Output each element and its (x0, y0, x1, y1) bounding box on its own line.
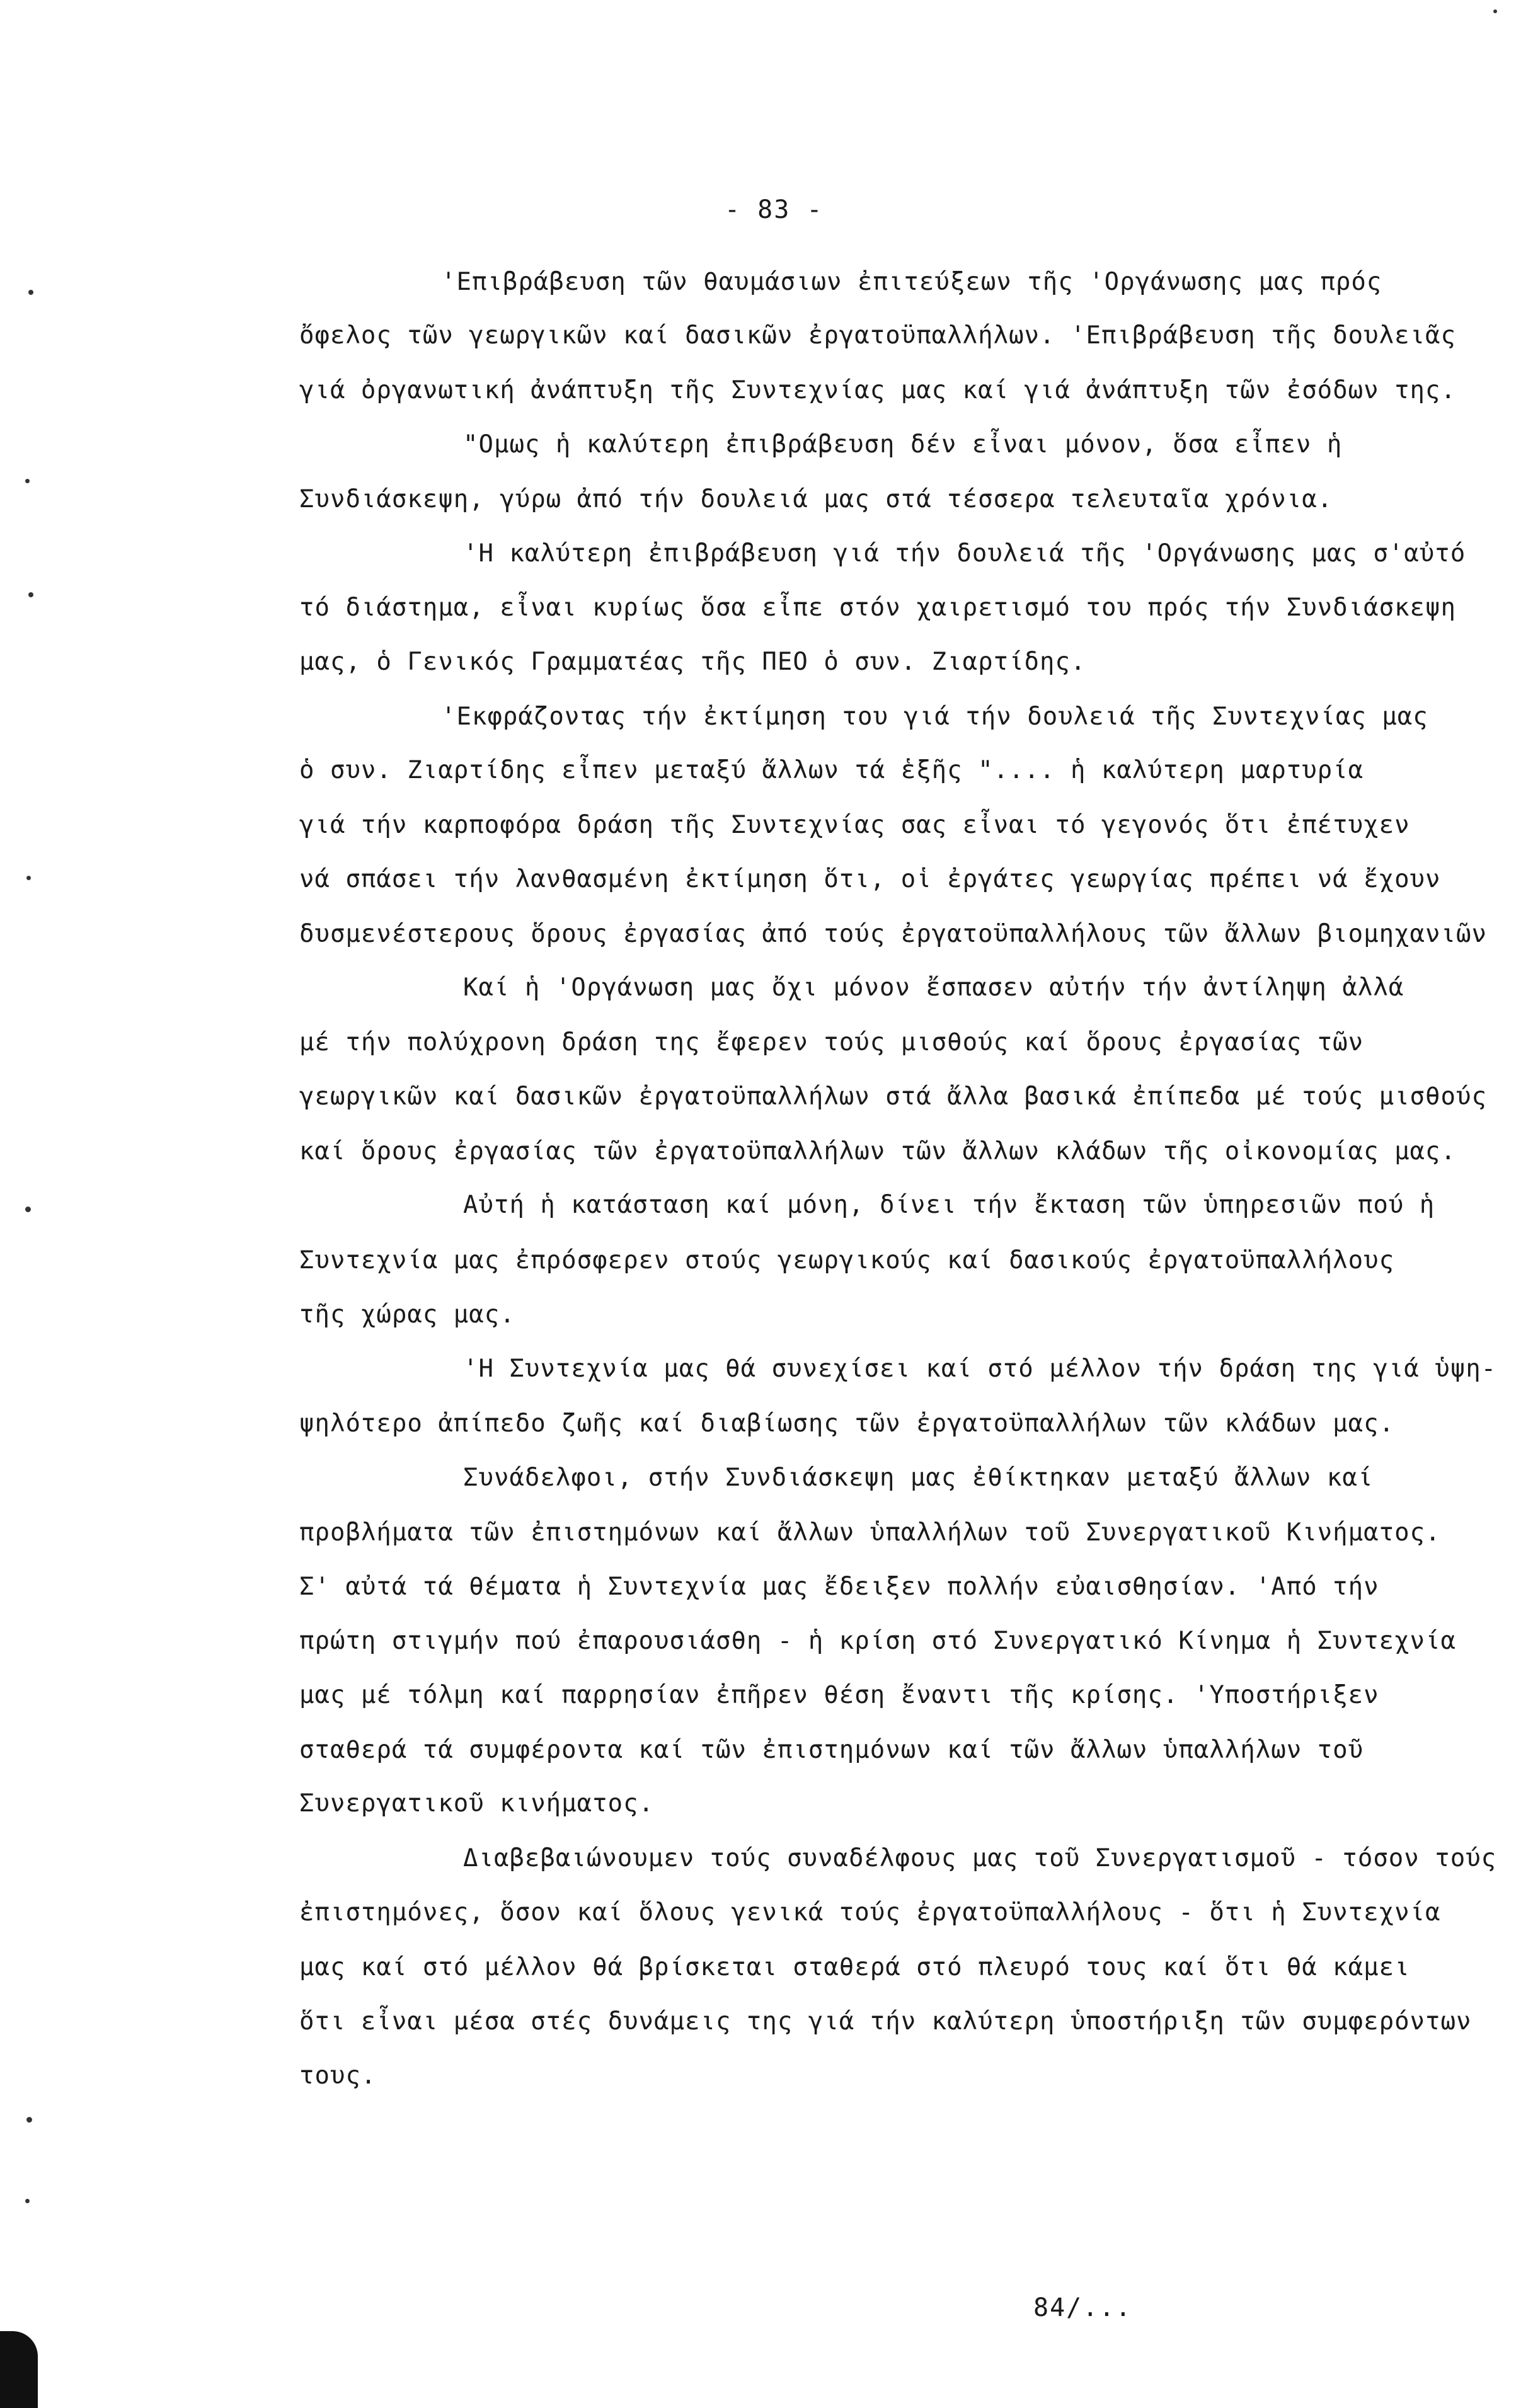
page-number: - 83 - (725, 195, 824, 224)
text-line: τους. (299, 2061, 377, 2090)
text-line: "Ομως ἡ καλύτερη ἐπιβράβευση δέν εἶναι μόνον, ὅσα εἶπεν ἡ (463, 430, 1343, 459)
text-line: 'Η Συντεχνία μας θά συνεχίσει καί στό μέλλον τήν δράση της γιά ὑψη- (463, 1355, 1497, 1383)
text-line: Συνδιάσκεψη, γύρω ἀπό τήν δουλειά μας στά τέσσερα τελευταῖα χρόνια. (299, 485, 1333, 513)
text-line: νά σπάσει τήν λανθασμένη ἐκτίμηση ὅτι, οἱ ἐργάτες γεωργίας πρέπει νά ἔχουν (299, 865, 1441, 893)
text-line: Αὐτή ἡ κατάσταση καί μόνη, δίνει τήν ἔκταση τῶν ὑπηρεσιῶν πού ἡ (463, 1191, 1435, 1219)
scan-speck (28, 290, 33, 295)
scan-speck (25, 1207, 31, 1212)
text-line: προβλήματα τῶν ἐπιστημόνων καί ἄλλων ὑπαλλήλων τοῦ Συνεργατικοῦ Κινήματος. (299, 1518, 1441, 1547)
continuation-marker: 84/... (1033, 2293, 1132, 2322)
text-line: τῆς χώρας μας. (299, 1300, 515, 1329)
text-line: Σ' αὐτά τά θέματα ἡ Συντεχνία μας ἔδειξεν πολλήν εὐαισθησίαν. 'Από τήν (299, 1573, 1379, 1601)
text-line: 'Η καλύτερη ἐπιβράβευση γιά τήν δουλειά τῆς 'Οργάνωσης μας σ'αὐτό (463, 539, 1466, 568)
scan-speck (28, 592, 33, 597)
text-line: μας καί στό μέλλον θά βρίσκεται σταθερά στό πλευρό τους καί ὅτι θά κάμει (299, 1953, 1410, 1981)
text-line: μας μέ τόλμη καί παρρησίαν ἐπῆρεν θέση ἔναντι τῆς κρίσης. 'Υποστήριξεν (299, 1681, 1379, 1709)
text-line: ἐπιστημόνες, ὅσον καί ὅλους γενικά τούς ἐργατοϋπαλλήλους - ὅτι ἡ Συντεχνία (299, 1898, 1441, 1927)
text-line: ψηλότερο ἀπίπεδο ζωῆς καί διαβίωσης τῶν ἐργατοϋπαλλήλων τῶν κλάδων μας. (299, 1409, 1395, 1438)
scan-speck (26, 876, 31, 880)
text-line: σταθερά τά συμφέροντα καί τῶν ἐπιστημόνων καί τῶν ἄλλων ὑπαλλήλων τοῦ (299, 1736, 1364, 1764)
text-line: δυσμενέστερους ὅρους ἐργασίας ἀπό τούς ἐργατοϋπαλλήλους τῶν ἄλλων βιομηχανιῶν (299, 920, 1487, 948)
scan-speck (25, 2199, 30, 2203)
text-line: τό διάστημα, εἶναι κυρίως ὅσα εἶπε στόν χαιρετισμό του πρός τήν Συνδιάσκεψη (299, 593, 1456, 622)
text-line: ὁ συν. Ζιαρτίδης εἶπεν μεταξύ ἄλλων τά ἑξῆς ".... ἡ καλύτερη μαρτυρία (299, 756, 1364, 784)
text-line: πρώτη στιγμήν πού ἐπαρουσιάσθη - ἡ κρίση στό Συνεργατικό Κίνημα ἡ Συντεχνία (299, 1627, 1456, 1655)
scan-speck (25, 479, 30, 483)
text-line: ὄφελος τῶν γεωργικῶν καί δασικῶν ἐργατοϋπαλλήλων. 'Επιβράβευση τῆς δουλειᾶς (299, 321, 1456, 350)
text-line: γιά τήν καρποφόρα δράση τῆς Συντεχνίας σας εἶναι τό γεγονός ὅτι ἐπέτυχεν (299, 811, 1410, 839)
corner-mark (0, 2331, 38, 2408)
text-line: Συνεργατικοῦ κινήματος. (299, 1789, 655, 1818)
text-line: γιά ὀργανωτική ἀνάπτυξη τῆς Συντεχνίας μας καί γιά ἀνάπτυξη τῶν ἐσόδων της. (299, 376, 1456, 404)
text-line: ὅτι εἶναι μέσα στές δυνάμεις της γιά τήν καλύτερη ὑποστήριξη τῶν συμφερόντων (299, 2007, 1472, 2036)
scan-speck (1493, 9, 1497, 13)
text-line: 'Επιβράβευση τῶν θαυμάσιων ἐπιτεύξεων τῆς 'Οργάνωσης μας πρός (441, 268, 1382, 296)
text-line: γεωργικῶν καί δασικῶν ἐργατοϋπαλλήλων στά ἄλλα βασικά ἐπίπεδα μέ τούς μισθούς (299, 1082, 1487, 1111)
text-line: Καί ἡ 'Οργάνωση μας ὄχι μόνον ἔσπασεν αὐτήν τήν ἀντίληψη ἀλλά (463, 973, 1404, 1002)
text-line: Συνάδελφοι, στήν Συνδιάσκεψη μας ἐθίκτηκαν μεταξύ ἄλλων καί (463, 1464, 1374, 1492)
text-line: μέ τήν πολύχρονη δράση της ἔφερεν τούς μισθούς καί ὅρους ἐργασίας τῶν (299, 1028, 1364, 1057)
scan-speck (26, 2117, 32, 2123)
text-line: μας, ὁ Γενικός Γραμματέας τῆς ΠΕΟ ὁ συν. Ζιαρτίδης. (299, 648, 1086, 676)
text-line: καί ὅρους ἐργασίας τῶν ἐργατοϋπαλλήλων τῶν ἄλλων κλάδων τῆς οἰκονομίας μας. (299, 1137, 1456, 1166)
text-line: 'Εκφράζοντας τήν ἐκτίμηση του γιά τήν δουλειά τῆς Συντεχνίας μας (441, 702, 1428, 731)
text-line: Διαβεβαιώνουμεν τούς συναδέλφους μας τοῦ Συνεργατισμοῦ - τόσον τούς (463, 1844, 1497, 1872)
text-line: Συντεχνία μας ἐπρόσφερεν στούς γεωργικούς καί δασικούς ἐργατοϋπαλλήλους (299, 1246, 1395, 1275)
